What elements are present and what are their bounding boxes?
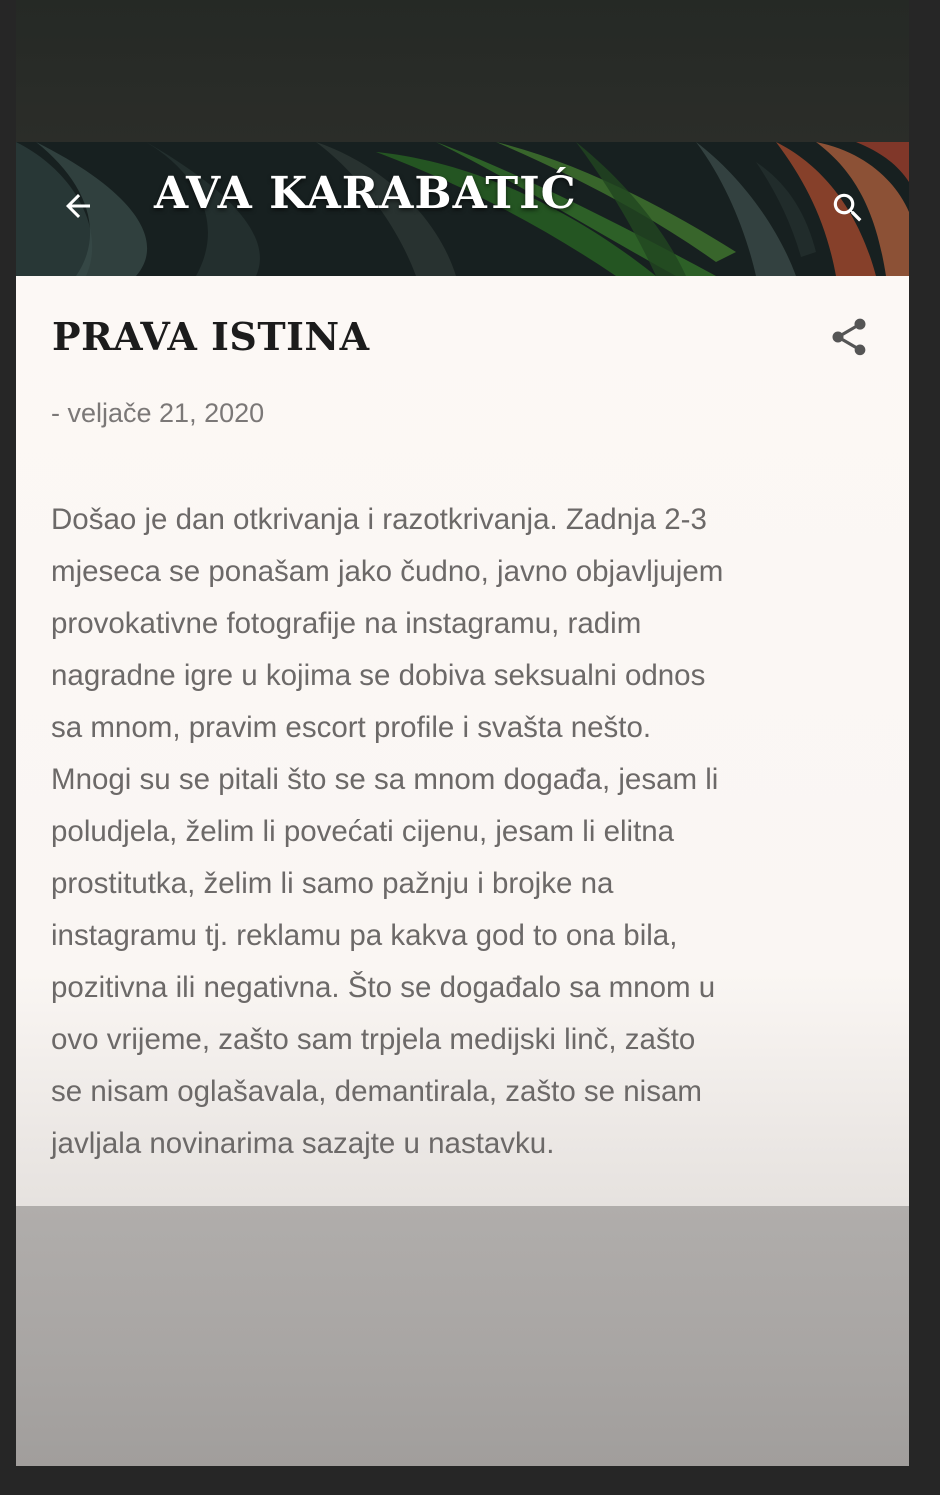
blog-header [16,142,909,276]
post-body-line: se nisam oglašavala, demantirala, zašto se nisam [51,1075,702,1108]
post-title: PRAVA ISTINA [52,314,370,359]
post-body-line: ovo vrijeme, zašto sam trpjela medijski linč, zašto [51,1023,696,1056]
share-button[interactable] [824,312,874,362]
browser-frame [16,0,909,1466]
post-body-line: sa mnom, pravim escort profile i svašta nešto. [51,711,652,744]
search-icon [829,189,867,227]
post-body-line: Došao je dan otkrivanja i razotkrivanja. Zadnja 2-3 [51,503,707,536]
post-body-line: mjeseca se ponašam jako čudno, javno objavljujem [51,555,724,588]
post-body-line: provokativne fotografije na instagramu, radim [51,607,642,640]
post-body-line: nagradne igre u kojima se dobiva seksualni odnos [51,659,706,692]
share-icon [827,315,871,359]
post-body-line: Mnogi su se pitali što se sa mnom događa, jesam li [51,763,719,796]
post-body-line: prostitutka, želim li samo pažnju i brojke na [51,867,614,900]
post-body-line: javljala novinarima sazajte u nastavku. [51,1127,555,1160]
back-button[interactable] [54,182,102,230]
search-button[interactable] [824,184,872,232]
arrow-left-icon [60,188,96,224]
bottom-fade-overlay [16,1206,909,1466]
top-dark-band [16,0,909,142]
post-content [16,276,909,1206]
post-date: - veljače 21, 2020 [51,398,265,428]
post-body-line: poludjela, želim li povećati cijenu, jesam li elitna [51,815,675,848]
blog-title[interactable]: AVA KARABATIĆ [154,168,577,219]
post-body [51,494,881,1170]
post-body-line: pozitivna ili negativna. Što se događalo sa mnom u [51,971,716,1004]
post-body-line: instagramu tj. reklamu pa kakva god to ona bila, [51,919,678,952]
